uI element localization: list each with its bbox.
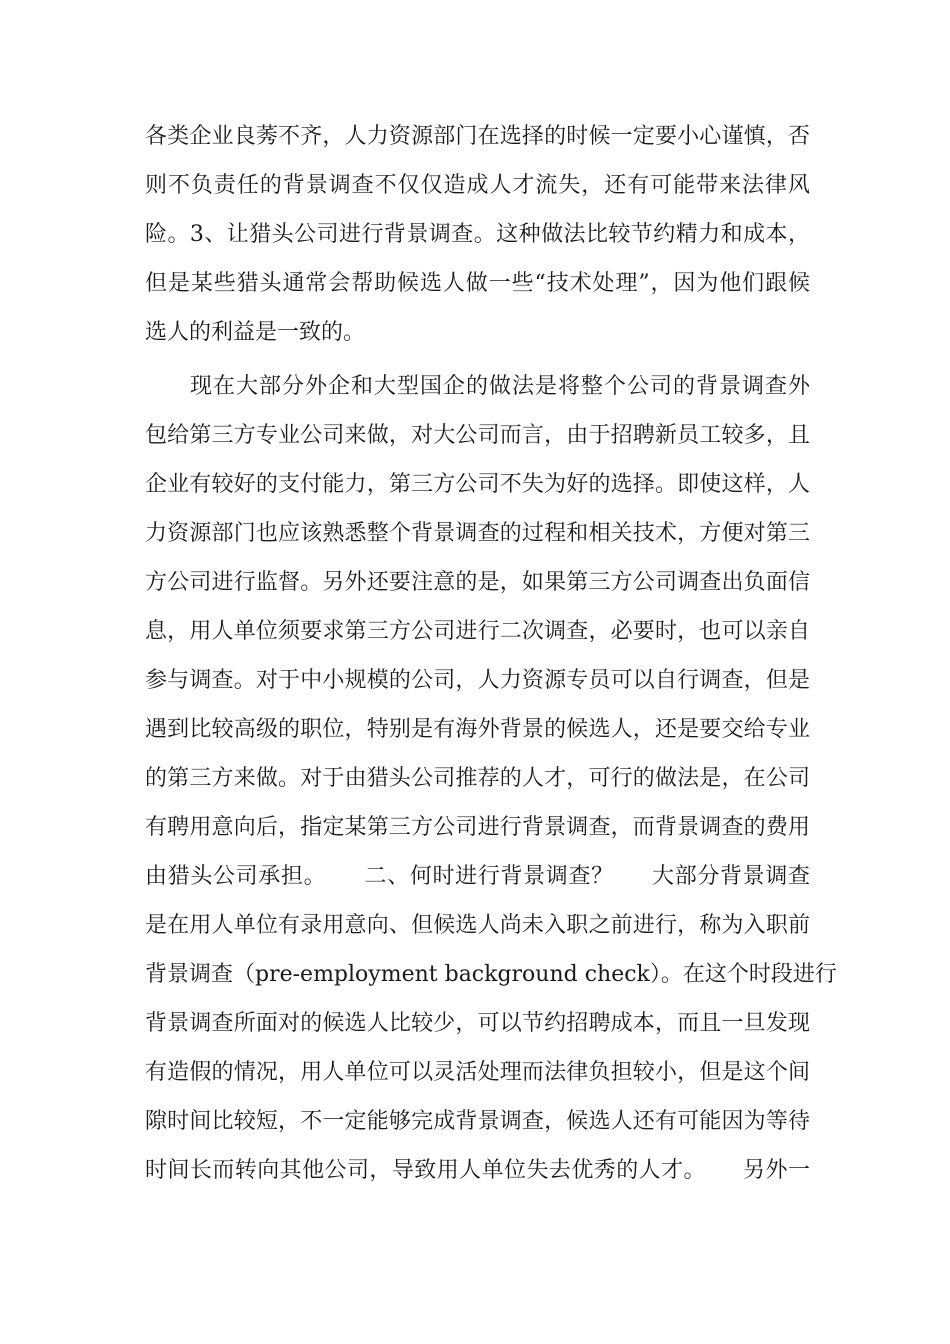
- text-line: 有造假的情况，用人单位可以灵活处理而法律负担较小，但是这个间: [145, 1060, 810, 1085]
- text-line: 的第三方来做。对于由猎头公司推荐的人才，可行的做法是，在公司: [145, 766, 810, 791]
- text-line: 参与调查。对于中小规模的公司，人力资源专员可以自行调查，但是: [145, 668, 810, 693]
- text-line: 但是某些猎头通常会帮助候选人做一些“技术处理”，因为他们跟候: [145, 271, 810, 296]
- text-line: 息，用人单位须要求第三方公司进行二次调查，必要时，也可以亲自: [145, 619, 810, 644]
- text-line: 各类企业良莠不齐，人力资源部门在选择的时候一定要小心谨慎，否: [145, 124, 810, 149]
- text-line: 企业有较好的支付能力，第三方公司不失为好的选择。即使这样，人: [145, 472, 810, 497]
- text-line: 由猎头公司承担。 二、何时进行背景调查？ 大部分背景调查: [145, 864, 810, 889]
- text-line: 是在用人单位有录用意向、但候选人尚未入职之前进行，称为入职前: [145, 913, 810, 938]
- text-line: 有聘用意向后，指定某第三方公司进行背景调查，而背景调查的费用: [145, 815, 810, 840]
- text-line: 选人的利益是一致的。: [145, 320, 366, 345]
- text-line: 遇到比较高级的职位，特别是有海外背景的候选人，还是要交给专业: [145, 717, 810, 742]
- paragraph-first-line: 现在大部分外企和大型国企的做法是将整个公司的背景调查外: [190, 374, 810, 399]
- text-line: 包给第三方专业公司来做，对大公司而言，由于招聘新员工较多，且: [145, 423, 810, 448]
- text-line: 背景调查（pre-employment background check）。在这个时段进行: [145, 962, 837, 987]
- text-line: 险。3、让猎头公司进行背景调查。这种做法比较节约精力和成本，: [145, 222, 810, 247]
- text-line: 背景调查所面对的候选人比较少，可以节约招聘成本，而且一旦发现: [145, 1011, 810, 1036]
- text-line: 时间长而转向其他公司，导致用人单位失去优秀的人才。 另外一: [145, 1158, 810, 1183]
- text-line: 隙时间比较短，不一定能够完成背景调查，候选人还有可能因为等待: [145, 1109, 810, 1134]
- text-line: 力资源部门也应该熟悉整个背景调查的过程和相关技术，方便对第三: [145, 521, 810, 546]
- text-line: 则不负责任的背景调查不仅仅造成人才流失，还有可能带来法律风: [145, 173, 810, 198]
- text-line: 方公司进行监督。另外还要注意的是，如果第三方公司调查出负面信: [145, 570, 810, 595]
